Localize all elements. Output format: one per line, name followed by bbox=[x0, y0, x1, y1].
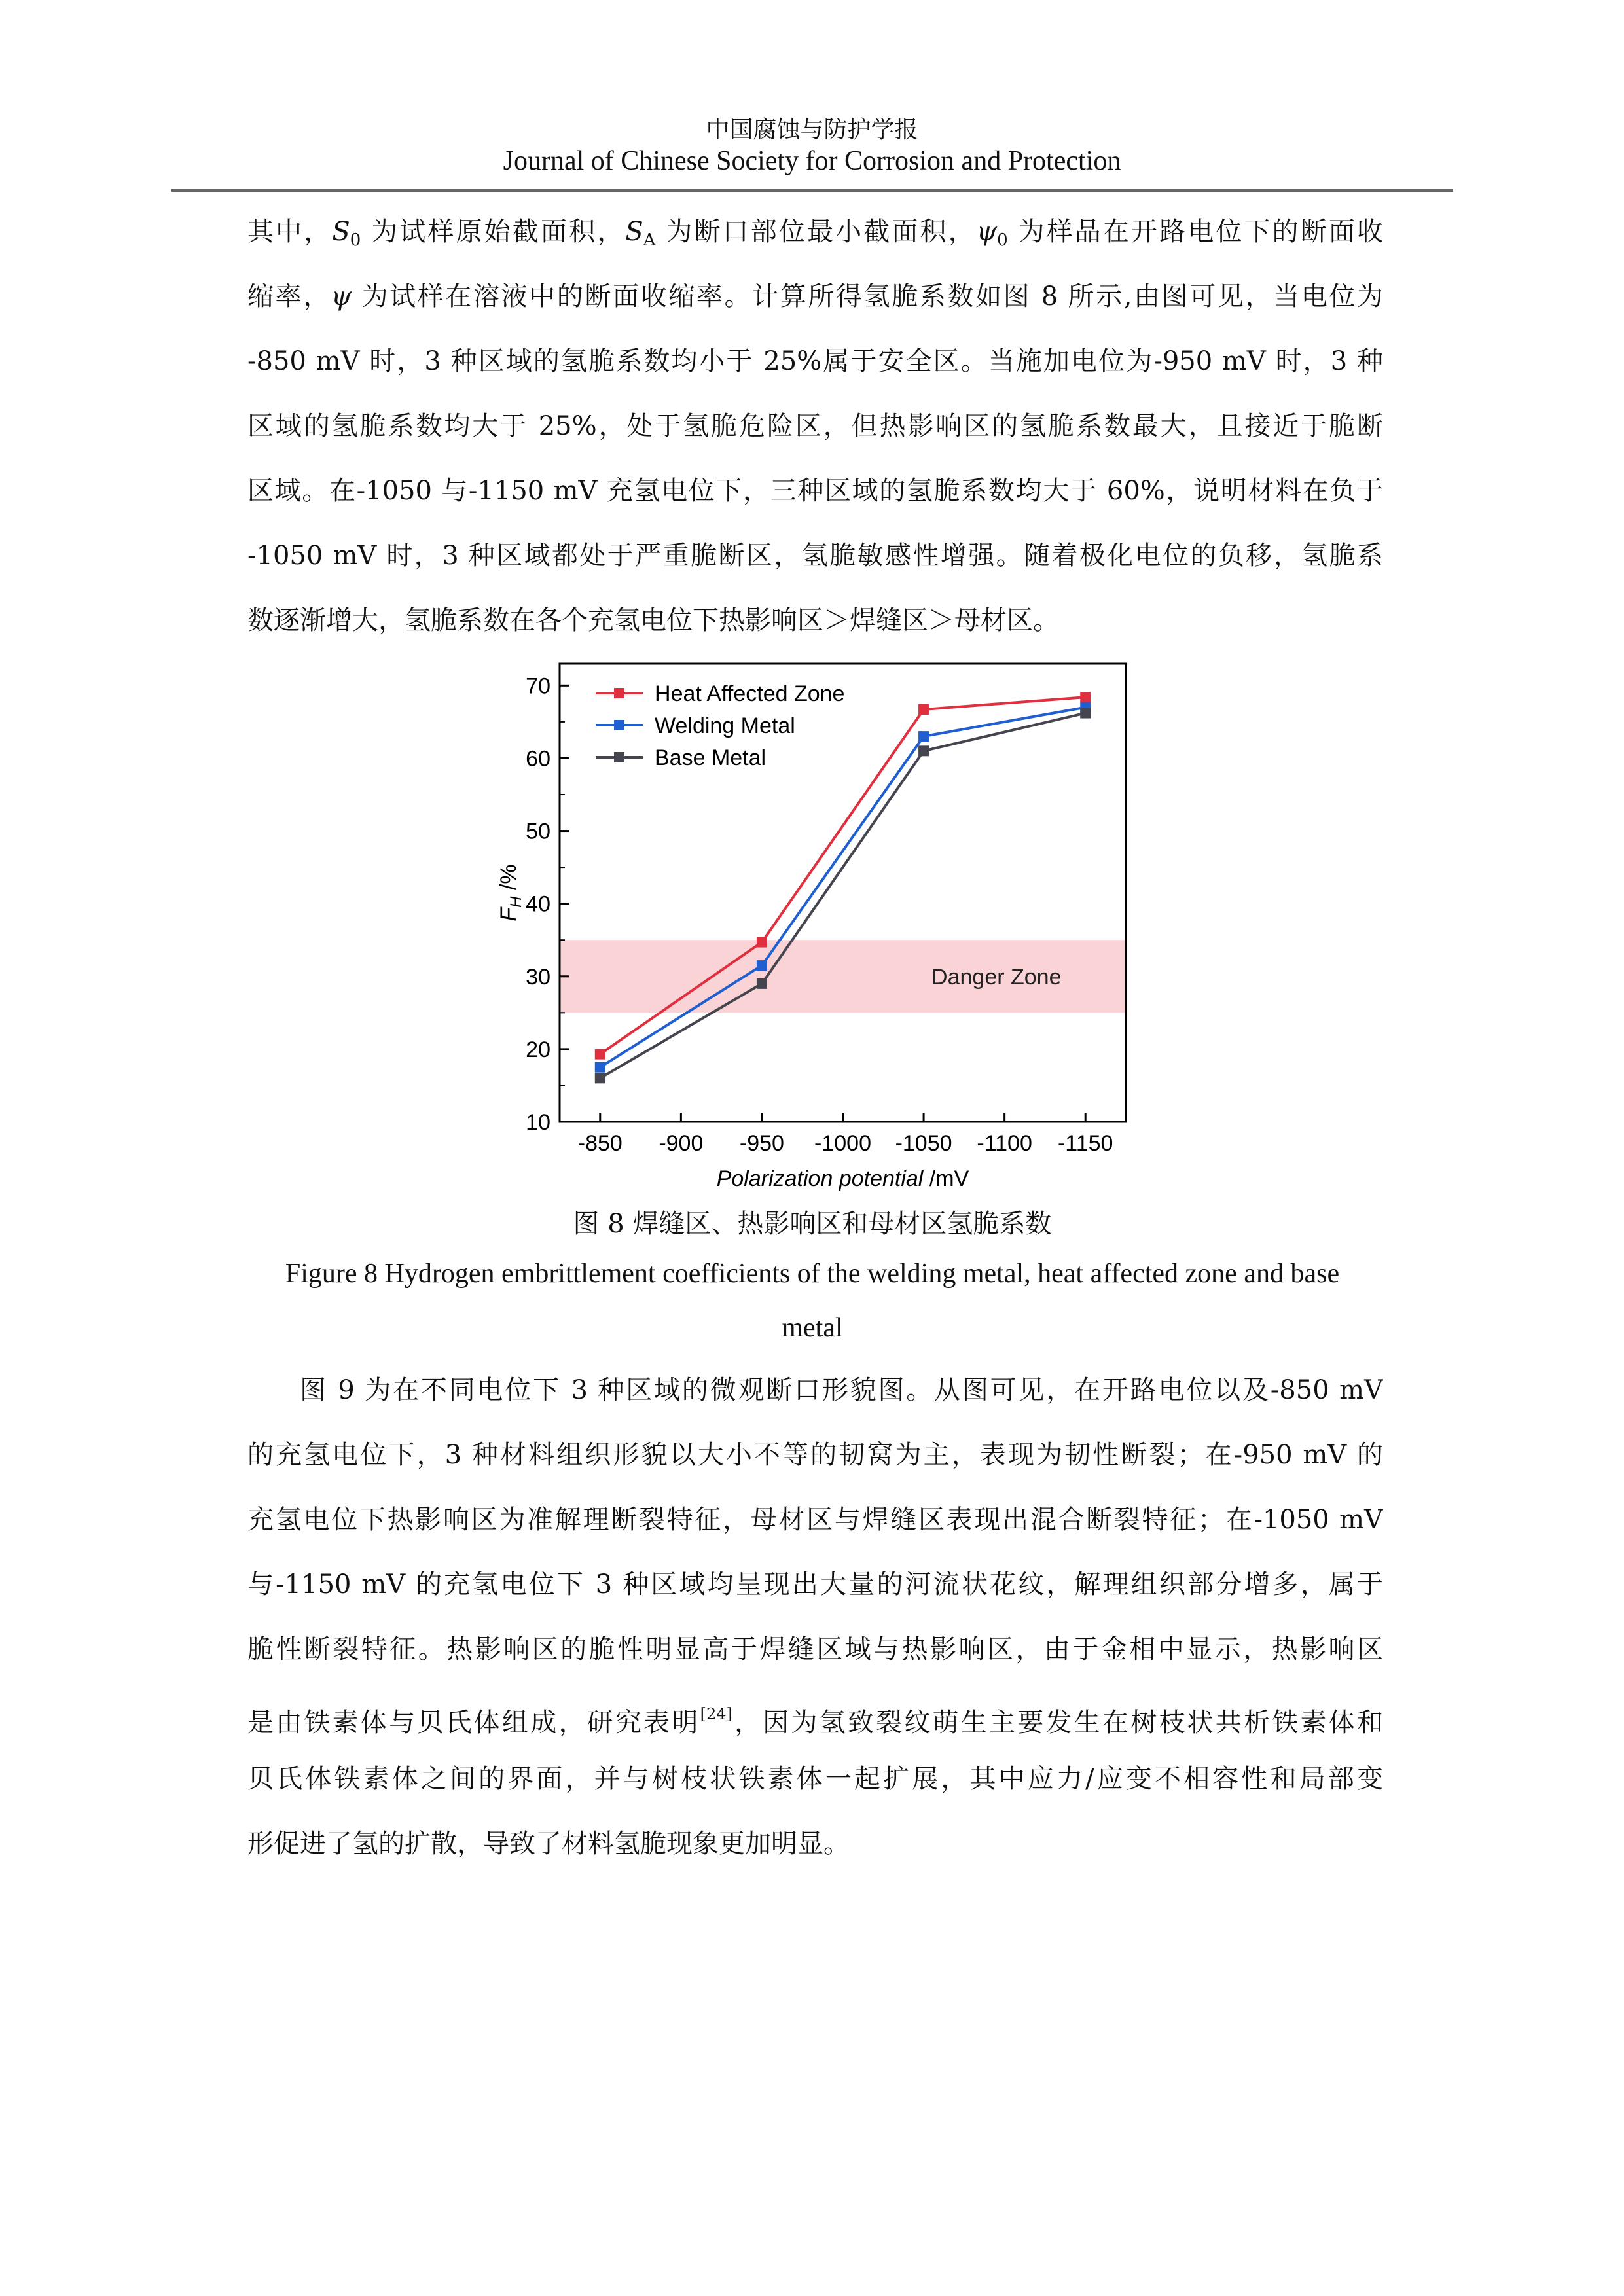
para1-line-5: 区域。在-1050 与-1150 mV 充氢电位下，三种区域的氢脆系数均大于 60%，说明材料在负于 bbox=[247, 476, 1383, 506]
x-tick-label: -900 bbox=[659, 1131, 704, 1156]
data-point-heat-affected-zone bbox=[595, 1049, 605, 1060]
data-point-heat-affected-zone bbox=[1080, 692, 1091, 702]
x-tick-label: -1050 bbox=[895, 1131, 952, 1156]
danger-zone-label: Danger Zone bbox=[931, 964, 1062, 990]
para2-line-4: 与-1150 mV 的充氢电位下 3 种区域均呈现出大量的河流状花纹，解理组织部分增多，属于 bbox=[247, 1570, 1383, 1600]
legend-label-base-metal: Base Metal bbox=[655, 745, 767, 770]
y-tick-label: 10 bbox=[526, 1110, 550, 1135]
y-tick-label: 30 bbox=[526, 964, 550, 990]
data-point-base-metal bbox=[757, 978, 767, 989]
para2-line-5: 脆性断裂特征。热影响区的脆性明显高于焊缝区域与热影响区，由于金相中显示，热影响区 bbox=[247, 1634, 1383, 1664]
y-tick-label: 60 bbox=[526, 746, 550, 772]
figure-caption-en-line-2: metal bbox=[782, 1313, 843, 1343]
legend-marker-welding-metal bbox=[614, 720, 624, 730]
y-tick-label: 50 bbox=[526, 819, 550, 844]
data-point-heat-affected-zone bbox=[918, 704, 929, 715]
citation-24: [24] bbox=[700, 1705, 732, 1723]
para1-line-7: 数逐渐增大，氢脆系数在各个充氢电位下热影响区＞焊缝区＞母材区。 bbox=[247, 605, 1059, 636]
data-point-welding-metal bbox=[918, 731, 929, 742]
para1-line-1: 其中，$S_0$ 为试样原始截面积，$S_A$ 为断口部位最小截面积，$\psi_0$ 为样品在开路电位下的断面收 bbox=[247, 217, 1383, 250]
para2-line-3: 充氢电位下热影响区为准解理断裂特征，母材区与焊缝区表现出混合断裂特征；在-1050 mV bbox=[247, 1505, 1383, 1535]
data-point-welding-metal bbox=[595, 1062, 605, 1073]
x-tick-label: -1000 bbox=[814, 1131, 871, 1156]
journal-title-cn: 中国腐蚀与防护学报 bbox=[706, 117, 918, 143]
y-axis-label: $F_H$ /% bbox=[496, 864, 525, 922]
y-tick-label: 40 bbox=[526, 891, 550, 917]
para1-line-2: 缩率，ψ 为试样在溶液中的断面收缩率。计算所得氢脆系数如图 8 所示,由图可见，当电位为 bbox=[247, 281, 1383, 312]
x-tick-label: -1100 bbox=[977, 1131, 1032, 1156]
fh-chart bbox=[478, 661, 1159, 1204]
x-axis-label: Polarization potential /mV bbox=[716, 1166, 969, 1191]
para2-line-7: 贝氏体铁素体之间的界面，并与树枝状铁素体一起扩展，其中应力/应变不相容性和局部变 bbox=[247, 1764, 1383, 1794]
x-tick-label: -1150 bbox=[1057, 1131, 1113, 1156]
y-tick-label: 70 bbox=[526, 673, 550, 699]
figure-caption-en-line-1: Figure 8 Hydrogen embrittlement coefficients of the welding metal, heat affected zone and base bbox=[285, 1259, 1340, 1289]
data-point-welding-metal bbox=[757, 960, 767, 971]
para1-line-3: -850 mV 时，3 种区域的氢脆系数均小于 25%属于安全区。当施加电位为-950 mV 时，3 种 bbox=[247, 346, 1383, 376]
data-point-base-metal bbox=[1080, 708, 1091, 719]
paragraph-2 bbox=[247, 1358, 1383, 1876]
y-tick-label: 20 bbox=[526, 1037, 550, 1062]
journal-title-en: Journal of Chinese Society for Corrosion and Protection bbox=[503, 146, 1121, 176]
data-point-base-metal bbox=[595, 1073, 605, 1083]
paragraph-1 bbox=[247, 200, 1383, 653]
para1-line-6: -1050 mV 时，3 种区域都处于严重脆断区，氢脆敏感性增强。随着极化电位的负移，氢脆系 bbox=[247, 541, 1383, 571]
data-point-base-metal bbox=[918, 745, 929, 756]
legend-label-heat-affected-zone: Heat Affected Zone bbox=[655, 681, 845, 706]
legend-marker-base-metal bbox=[614, 752, 624, 762]
para2-line-2: 的充氢电位下，3 种材料组织形貌以大小不等的韧窝为主，表现为韧性断裂；在-950 mV 的 bbox=[247, 1440, 1383, 1470]
figure-caption-cn: 图 8 焊缝区、热影响区和母材区氢脆系数 bbox=[573, 1209, 1052, 1239]
para1-line-4: 区域的氢脆系数均大于 25%，处于氢脆危险区，但热影响区的氢脆系数最大，且接近于脆断 bbox=[247, 411, 1383, 441]
para2-line-1: 图 9 为在不同电位下 3 种区域的微观断口形貌图。从图可见，在开路电位以及-850 mV bbox=[300, 1375, 1383, 1405]
header-rule bbox=[171, 189, 1453, 192]
data-point-heat-affected-zone bbox=[757, 937, 767, 948]
legend-marker-heat-affected-zone bbox=[614, 688, 624, 698]
para2-line-6: 是由铁素体与贝氏体组成，研究表明[24]，因为氢致裂纹萌生主要发生在树枝状共析铁素体和 bbox=[247, 1705, 1383, 1738]
legend-label-welding-metal: Welding Metal bbox=[655, 713, 795, 738]
para2-line-8: 形促进了氢的扩散，导致了材料氢脆现象更加明显。 bbox=[247, 1829, 850, 1859]
x-tick-label: -850 bbox=[577, 1131, 623, 1156]
x-tick-label: -950 bbox=[739, 1131, 784, 1156]
